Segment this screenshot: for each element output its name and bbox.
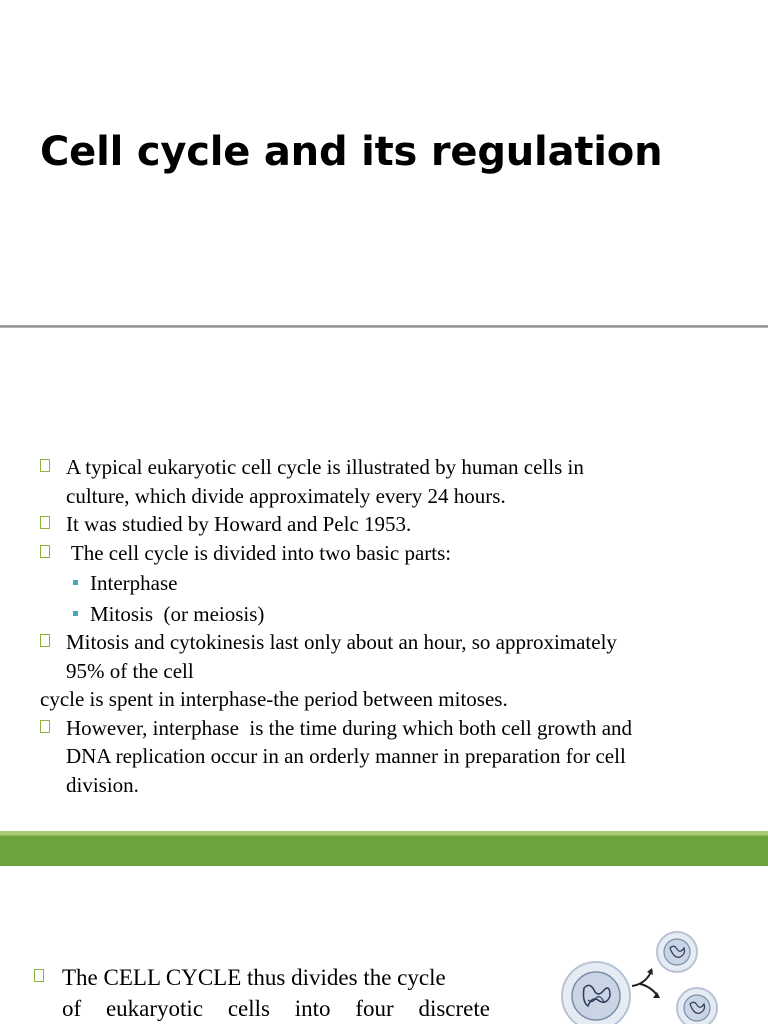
slide-title	[0, 0, 768, 325]
bullet-line: The cell cycle is divided into two basic parts:	[66, 540, 452, 565]
bullet-line: Interphase	[90, 571, 178, 595]
bullet-line: It was studied by Howard and Pelc 1953.	[66, 512, 412, 536]
sub-bullet-item	[40, 600, 720, 629]
bullet-line: The CELL CYCLE thus divides the cycle	[62, 965, 446, 990]
bullet-item	[40, 510, 720, 539]
bullet-item	[34, 962, 490, 1024]
sub-bullet-item	[40, 569, 720, 598]
bullet-list	[34, 962, 490, 1024]
slide-title-text: Cell cycle and its regulation	[40, 129, 663, 175]
bullet-marker-icon	[40, 634, 50, 647]
bullet-line: of eukaryotic cells into four discrete	[62, 996, 490, 1021]
bullet-marker-icon	[40, 516, 50, 529]
bullet-line: division.	[66, 772, 139, 797]
square-bullet-icon	[73, 580, 78, 585]
bullet-line: 95% of the cell	[66, 658, 194, 683]
bullet-line: culture, which divide approximately every 24 hours.	[66, 483, 506, 508]
bullet-marker-icon	[40, 545, 50, 558]
slide-cell-cycle-phases	[0, 866, 768, 1024]
bullet-line: Mitosis (or meiosis)	[90, 601, 265, 626]
green-divider-band	[0, 831, 768, 866]
bullet-item	[40, 714, 720, 800]
bullet-marker-icon	[40, 720, 50, 733]
bullet-line: Mitosis and cytokinesis last only about an hour, so approximately	[66, 630, 617, 654]
square-bullet-icon	[73, 611, 78, 616]
bullet-line: DNA replication occur in an orderly manner in preparation for cell	[66, 744, 626, 768]
parent-nucleus	[572, 972, 620, 1020]
slide-cell-cycle-overview	[0, 328, 768, 831]
bullet-line: However, interphase is the time during which both cell growth and	[66, 715, 633, 740]
bullet-marker-icon	[34, 969, 44, 982]
bullet-list	[40, 453, 720, 799]
bullet-line: A typical eukaryotic cell cycle is illustrated by human cells in	[66, 455, 584, 479]
bullet-line: cycle is spent in interphase-the period between mitoses.	[40, 687, 508, 711]
bullet-item	[40, 453, 720, 510]
bullet-marker-icon	[40, 459, 50, 472]
division-arrow	[632, 970, 658, 996]
bullet-item	[40, 628, 720, 714]
cell-division-illustration	[540, 926, 740, 1024]
bullet-item	[40, 539, 720, 568]
